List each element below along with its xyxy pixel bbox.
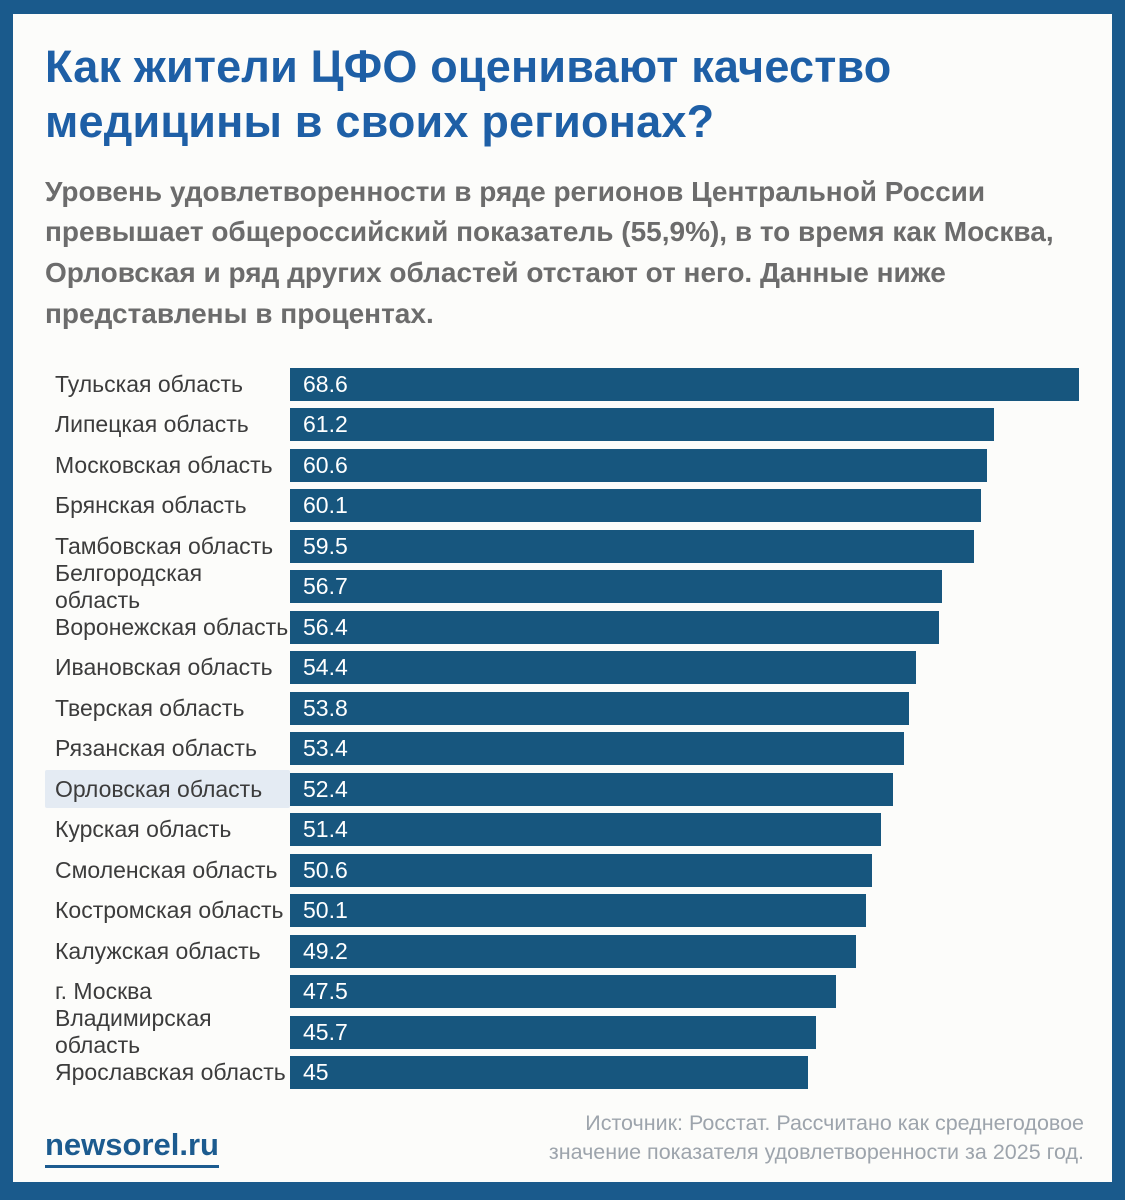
region-label: Орловская область xyxy=(45,770,290,808)
bar-value-label: 51.4 xyxy=(303,816,348,843)
bar-track xyxy=(290,732,1079,765)
chart-row xyxy=(45,850,1079,891)
bar xyxy=(290,813,881,846)
bar xyxy=(290,611,939,644)
region-label: Калужская область xyxy=(55,937,261,964)
bar-track xyxy=(290,773,1079,806)
bar xyxy=(290,732,904,765)
region-label: Рязанская область xyxy=(55,735,257,762)
bar xyxy=(290,489,981,522)
bar-track xyxy=(290,489,1079,522)
bar-value-label: 68.6 xyxy=(303,370,348,397)
chart-row xyxy=(45,648,1079,689)
bar-track xyxy=(290,368,1079,401)
bar-track xyxy=(290,449,1079,482)
bar-track xyxy=(290,1016,1079,1049)
bar-value-label: 61.2 xyxy=(303,411,348,438)
chart-row xyxy=(45,1053,1079,1094)
bar xyxy=(290,692,909,725)
bar-track xyxy=(290,570,1079,603)
bar xyxy=(290,368,1079,401)
region-label: Курская область xyxy=(55,816,232,843)
page-title: Как жители ЦФО оценивают качество медицины в своих регионах? xyxy=(45,41,892,147)
bar-track xyxy=(290,854,1079,887)
bar-value-label: 56.7 xyxy=(303,573,348,600)
bar xyxy=(290,975,836,1008)
bar-value-label: 53.8 xyxy=(303,694,348,721)
chart-row xyxy=(45,364,1079,405)
bar-value-label: 50.1 xyxy=(303,897,348,924)
chart-row xyxy=(45,729,1079,770)
region-label: Тульская область xyxy=(55,370,244,397)
bar xyxy=(290,570,942,603)
chart-row xyxy=(45,769,1079,810)
bar-chart xyxy=(45,364,1079,1093)
bar-value-label: 47.5 xyxy=(303,978,348,1005)
bar xyxy=(290,1056,808,1089)
bar xyxy=(290,1016,816,1049)
infographic-card xyxy=(13,14,1112,1182)
bar-value-label: 60.1 xyxy=(303,492,348,519)
chart-row xyxy=(45,931,1079,972)
footer xyxy=(45,1109,1084,1168)
bar xyxy=(290,854,872,887)
region-label: Владимирская область xyxy=(55,1005,212,1059)
bar-value-label: 45.7 xyxy=(303,1018,348,1045)
source-note: Источник: Росстат. Рассчитано как среднегодовое значение показателя удовлетворенности за 2025 год. xyxy=(548,1110,1084,1165)
region-label: Ярославская область xyxy=(55,1059,286,1086)
bar-value-label: 49.2 xyxy=(303,937,348,964)
bar-value-label: 45 xyxy=(303,1059,329,1086)
region-label: Ивановская область xyxy=(55,654,273,681)
bar xyxy=(290,449,987,482)
chart-row xyxy=(45,688,1079,729)
region-label: Воронежская область xyxy=(55,613,289,640)
bar xyxy=(290,530,974,563)
bar-value-label: 50.6 xyxy=(303,856,348,883)
bar-track xyxy=(290,935,1079,968)
region-label: г. Москва xyxy=(55,978,152,1005)
bar-track xyxy=(290,651,1079,684)
region-label: Брянская область xyxy=(55,492,247,519)
subtitle-text: Уровень удовлетворенности в ряде регионов Центральной России превышает общероссийский показатель (55,9%), в то время как Москва, Орловская и ряд других областей отстают от него. Данные ниже представлены в процентах. xyxy=(45,175,1054,329)
chart-row xyxy=(45,486,1079,527)
chart-row xyxy=(45,1005,1079,1059)
chart-rows xyxy=(45,364,1079,1093)
region-label: Тамбовская область xyxy=(55,532,274,559)
chart-row xyxy=(45,891,1079,932)
bar xyxy=(290,651,916,684)
chart-row xyxy=(45,559,1079,613)
bar-track xyxy=(290,530,1079,563)
bar-track xyxy=(290,894,1079,927)
region-label: Костромская область xyxy=(55,897,284,924)
chart-row xyxy=(45,607,1079,648)
bar-value-label: 52.4 xyxy=(303,775,348,802)
bar xyxy=(290,773,893,806)
region-label: Белгородская область xyxy=(55,559,203,613)
bar-value-label: 59.5 xyxy=(303,532,348,559)
bar-track xyxy=(290,1056,1079,1089)
bar-track xyxy=(290,408,1079,441)
region-label: Смоленская область xyxy=(55,856,278,883)
chart-row xyxy=(45,810,1079,851)
region-label: Московская область xyxy=(55,451,273,478)
chart-row xyxy=(45,405,1079,446)
bar-value-label: 54.4 xyxy=(303,654,348,681)
bar-value-label: 60.6 xyxy=(303,451,348,478)
bar xyxy=(290,408,994,441)
bar-track xyxy=(290,975,1079,1008)
bar-track xyxy=(290,692,1079,725)
bar-track xyxy=(290,813,1079,846)
region-label: Липецкая область xyxy=(55,411,249,438)
region-label: Тверская область xyxy=(55,694,245,721)
bar xyxy=(290,894,866,927)
chart-row xyxy=(45,445,1079,486)
bar xyxy=(290,935,856,968)
bar-track xyxy=(290,611,1079,644)
site-link[interactable]: newsorel.ru xyxy=(45,1128,219,1168)
bar-value-label: 53.4 xyxy=(303,735,348,762)
bar-value-label: 56.4 xyxy=(303,613,348,640)
